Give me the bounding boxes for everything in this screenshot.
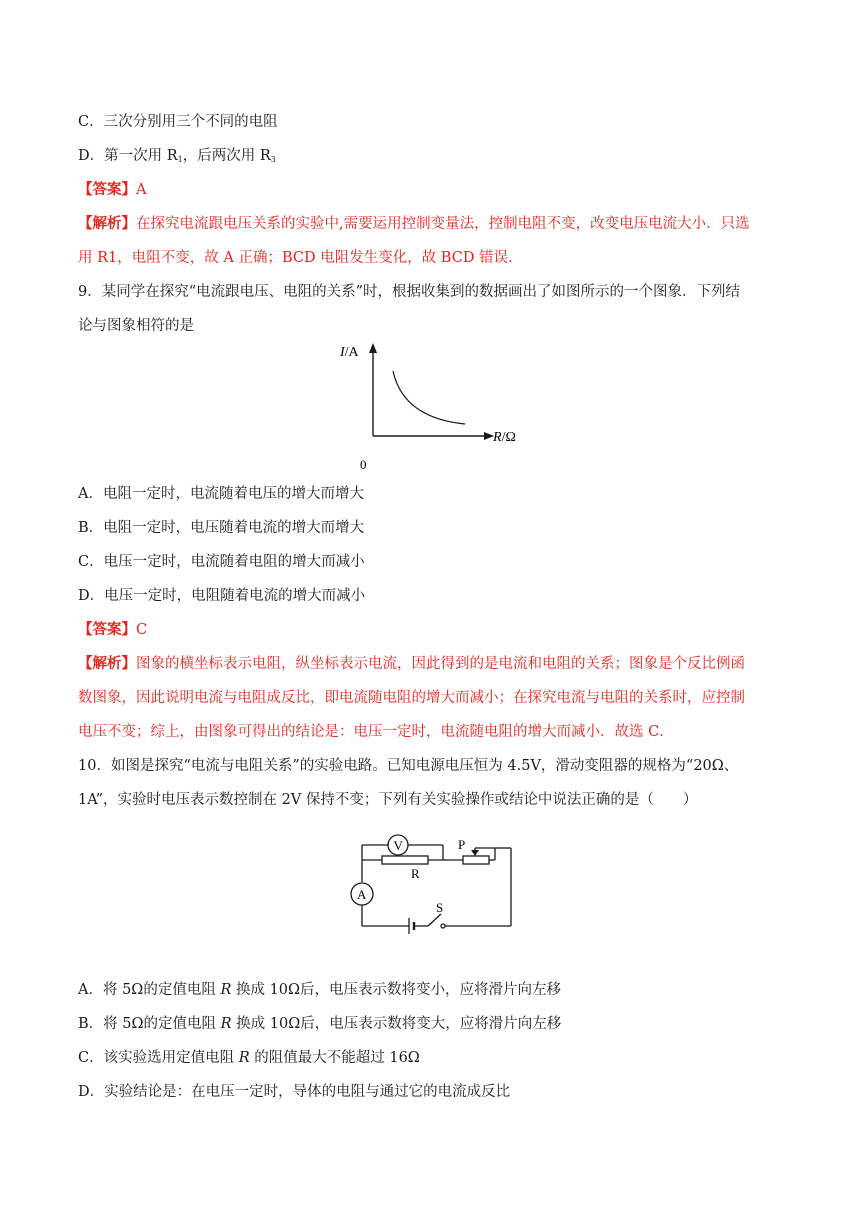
y-axis-arrow [369,343,377,353]
slider-label: P [458,837,466,852]
q8-analysis-line-1: 【解析】在探究电流跟电压关系的实验中,需要运用控制变量法，控制电阻不变，改变电压电流大小．只选 [78,215,750,232]
q10-option-a: A．将 5Ω的定值电阻 R 换成 10Ω后，电压表示数将变小，应将滑片向左移 [78,982,562,998]
q10-option-c: C．该实验选用定值电阻 R 的阻值最大不能超过 16Ω [78,1050,420,1066]
q10-stem-line-2: 1A”，实验时电压表示数控制在 2V 保持不变；下列有关实验操作或结论中说法正确的是（ ） [78,792,698,808]
q8-option-c: C．三次分别用三个不同的电阻 [78,114,278,130]
switch-label: S [436,900,444,915]
q8-analysis-line-2: 用 R1，电阻不变，故 A 正确；BCD 电阻发生变化，故 BCD 错误. [78,250,513,266]
inverse-curve [393,371,465,424]
q9-option-a: A．电阻一定时，电流随着电压的增大而增大 [78,486,364,502]
q9-analysis-line-1: 【解析】图象的横坐标表示电阻，纵坐标表示电流，因此得到的是电流和电阻的关系；图象是个反比例函 [78,655,745,672]
switch-symbol [428,914,441,926]
q9-analysis-line-3: 电压不变；综上，由图象可得出的结论是：电压一定时，电流随电阻的增大而减小．故选 C． [78,724,674,740]
q9-answer: 【答案】C [78,621,148,638]
q10-circuit-diagram [340,828,520,938]
slider-arrow [471,850,479,856]
q9-stem-line-1: 9．某同学在探究“电流跟电压、电阻的关系”时，根据收集到的数据画出了如图所示的一个图象．下列结 [78,284,741,300]
q8-option-d: D．第一次用 $R_1$，后两次用 $R_3$ [78,148,276,164]
q9-graph [330,338,540,473]
q9-stem-line-2: 论与图象相符的是 [78,318,194,334]
resistor-symbol [382,856,428,864]
resistor-label: R [411,866,420,881]
q9-option-c: C．电压一定时，电流随着电阻的增大而减小 [78,554,365,570]
rheostat-symbol [463,856,489,864]
q10-stem-line-1: 10．如图是探究“电流与电阻关系”的实验电路。已知电源电压恒为 4.5V，滑动变阻器的规格为“20Ω、 [78,758,739,774]
q8-answer: 【答案】A [78,181,147,198]
q9-option-b: B．电阻一定时，电压随着电流的增大而增大 [78,520,365,536]
q9-analysis-line-2: 数图象，因此说明电流与电阻成反比，即电流随电阻的增大而减小；在探究电流与电阻的关系时，应控制 [78,690,745,706]
q10-option-b: B．将 5Ω的定值电阻 R 换成 10Ω后，电压表示数将变大，应将滑片向左移 [78,1016,562,1032]
q10-option-d: D．实验结论是：在电压一定时，导体的电阻与通过它的电流成反比 [78,1084,511,1100]
y-axis-label: I/A [340,345,359,360]
x-axis-label: R/Ω [493,430,516,445]
origin-label: 0 [360,457,367,472]
q9-option-d: D．电压一定时，电阻随着电流的增大而减小 [78,588,366,604]
ammeter-label: A [357,887,367,902]
voltmeter-label: V [393,838,403,853]
